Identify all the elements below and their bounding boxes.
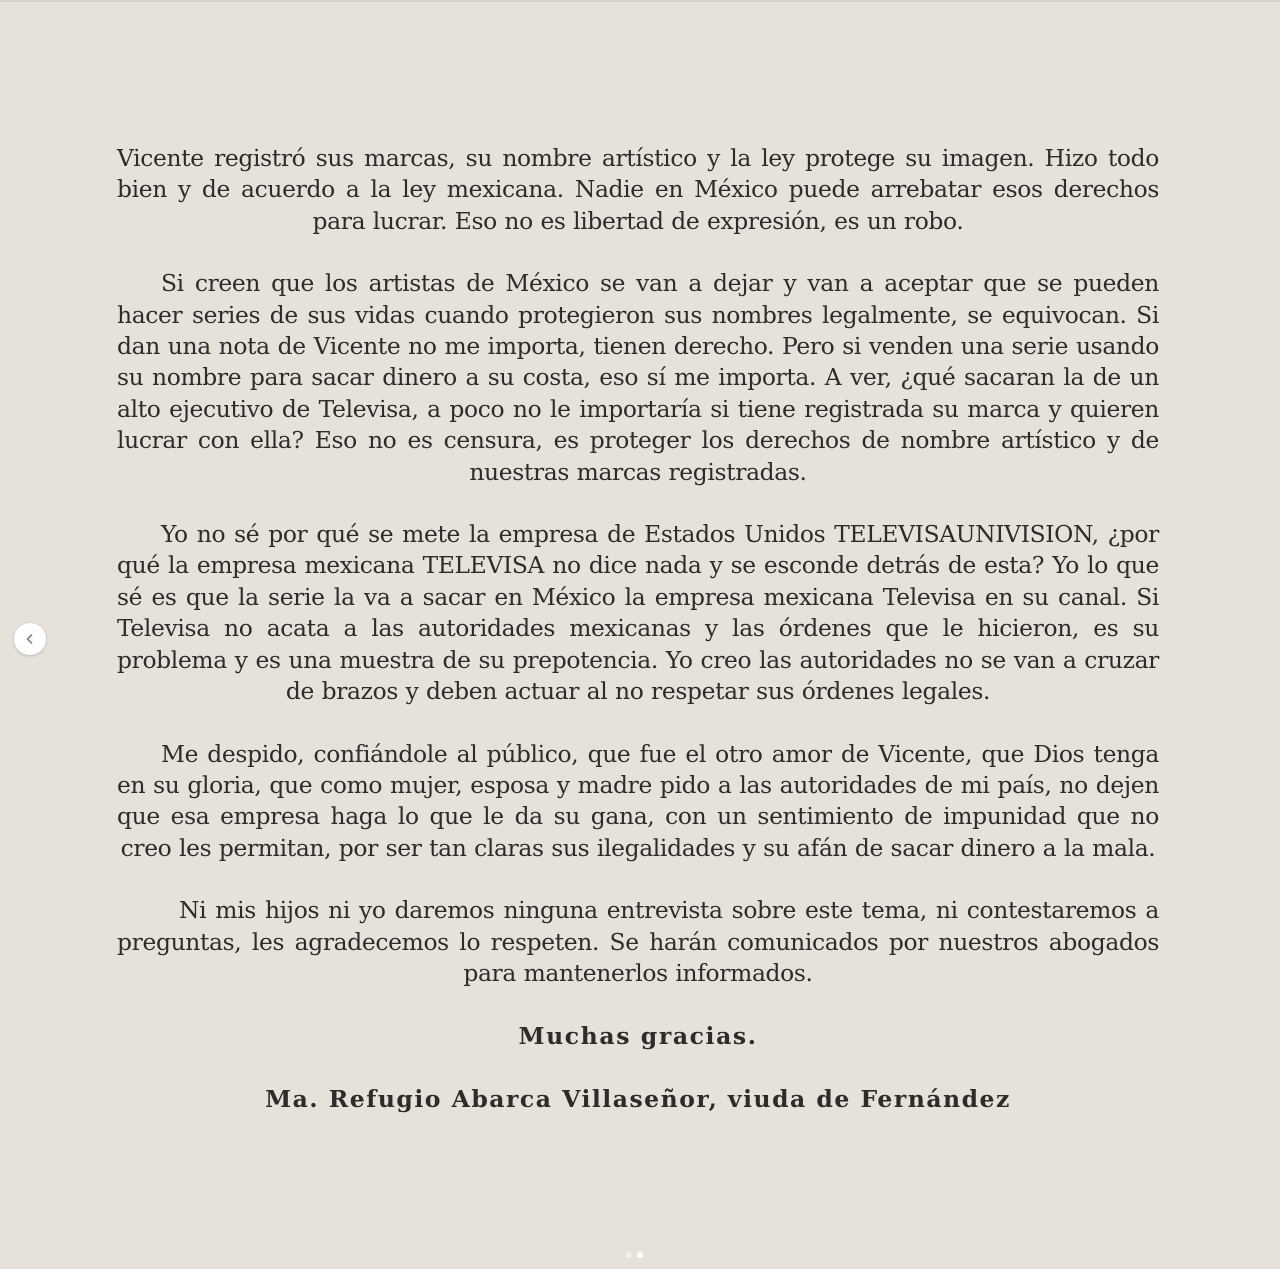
- letter-paragraph-3: Yo no sé por qué se mete la empresa de Estados Unidos TELEVISAUNIVISION, ¿por qué la empresa mexicana TELEVISA no dice nada y se esconde detrás de esta? Yo lo que sé es que la serie la va a sacar en México la empresa mexicana Televisa en su canal. Si Televisa no acata a las autoridades mexicanas y las órdenes que le hicieron, es su problema y es una muestra de su prepotencia. Yo creo las autoridades no se van a cruzar de brazos y deben actuar al no respetar sus órdenes legales.: [117, 520, 1159, 706]
- letter-paragraph-1: Vicente registró sus marcas, su nombre artístico y la ley protege su imagen. Hizo todo bien y de acuerdo a la ley mexicana. Nadie en México puede arrebatar esos derechos para lucrar. Eso no es libertad de expresión, es un robo.: [117, 144, 1159, 235]
- chevron-left-icon: [24, 633, 36, 645]
- letter-closing: Muchas gracias.: [518, 1022, 758, 1051]
- letter-paragraph-5: Ni mis hijos ni yo daremos ninguna entrevista sobre este tema, ni contestaremos a preguntas, les agradecemos lo respeten. Se harán comunicados por nuestros abogados para mantenerlos informados.: [117, 896, 1159, 987]
- letter-body: [117, 143, 1159, 1115]
- top-divider: [0, 0, 1280, 2]
- letter-paragraph-4: Me despido, confiándole al público, que fue el otro amor de Vicente, que Dios tenga en su gloria, que como mujer, esposa y madre pido a las autoridades de mi país, no dejen que esa empresa haga lo que le da su gana, con un sentimiento de impunidad que no creo les permitan, por ser tan claras sus ilegalidades y su afán de sacar dinero a la mala.: [117, 739, 1159, 862]
- carousel-indicator: [626, 1252, 643, 1258]
- carousel-dot[interactable]: [626, 1252, 632, 1258]
- previous-slide-button[interactable]: [14, 623, 46, 655]
- letter-paragraph-2: Si creen que los artistas de México se van a dejar y van a aceptar que se pueden hacer series de sus vidas cuando protegieron sus nombres legalmente, se equivocan. Si dan una nota de Vicente no me importa, tienen derecho. Pero si venden una serie usando su nombre para sacar dinero a su costa, eso sí me importa. A ver, ¿qué sacaran la de un alto ejecutivo de Televisa, a poco no le importaría si tiene registrada su marca y quieren lucrar con ella? Eso no es censura, es proteger los derechos de nombre artístico y de nuestras marcas registradas.: [117, 269, 1159, 486]
- letter-signature: Ma. Refugio Abarca Villaseñor, viuda de Fernández: [265, 1085, 1011, 1114]
- carousel-dot-active[interactable]: [637, 1252, 643, 1258]
